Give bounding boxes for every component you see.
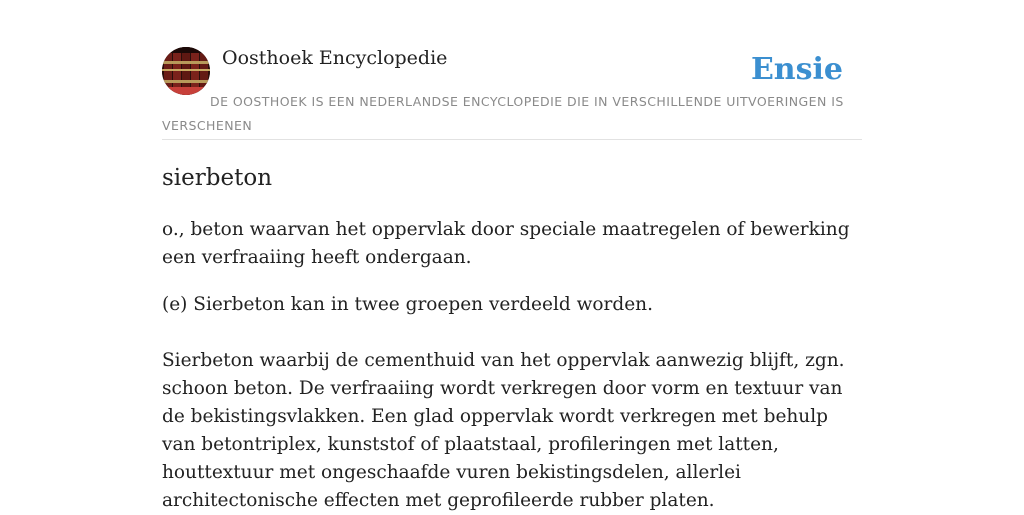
books-image [162, 47, 210, 95]
site-tagline: DE OOSTHOEK IS EEN NEDERLANDSE ENCYCLOPEDIE DIE IN VERSCHILLENDE UITVOERINGEN IS VERSCHENEN [162, 94, 844, 133]
definition-paragraph: o., beton waarvan het oppervlak door speciale maatregelen of bewerking een verfraaiing heeft ondergaan. [162, 219, 850, 268]
encyclopedia-books-icon[interactable] [162, 47, 210, 95]
page-container [162, 0, 862, 511]
site-title[interactable]: Oosthoek Encyclopedie [222, 47, 448, 69]
article-term: sierbeton [162, 165, 273, 191]
detail-paragraph: Sierbeton waarbij de cementhuid van het oppervlak aanwezig blijft, zgn. schoon beton. De verfraaiing wordt verkregen door vorm en textuur van de bekistingsvlakken. Een glad oppervlak wordt verkregen met behulp van betontriplex, kunststof of plaatstaal, profileringen met latten, houttextuur met ongeschaafde vuren bekistingsdelen, allerlei architectonische effecten met geprofileerde rubber platen. [162, 350, 845, 511]
site-header [162, 0, 862, 140]
ensie-logo[interactable]: Ensie [750, 52, 843, 87]
intro-paragraph: (e) Sierbeton kan in twee groepen verdeeld worden. [162, 294, 653, 315]
article-body [162, 216, 862, 515]
